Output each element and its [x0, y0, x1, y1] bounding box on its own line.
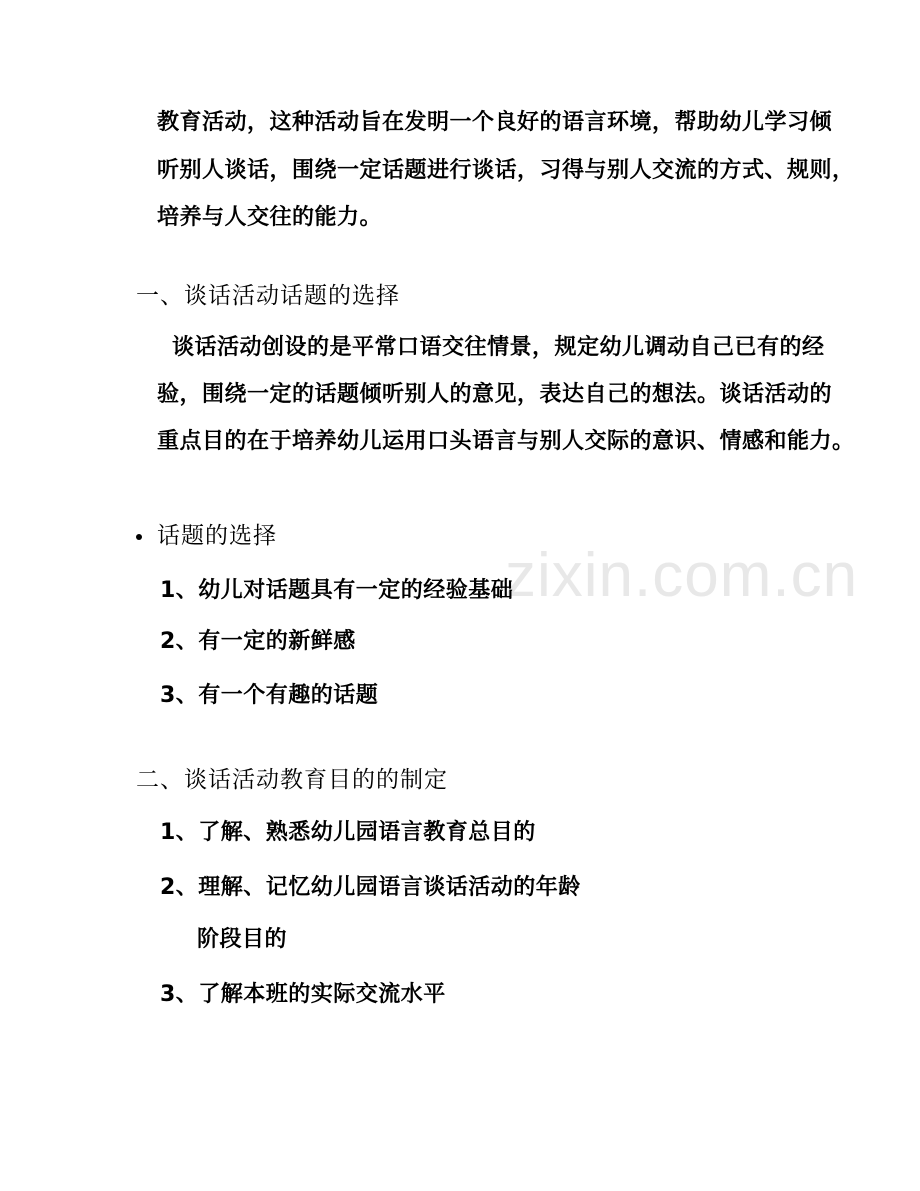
topic-item-3: 3、有一个有趣的话题 — [160, 683, 379, 708]
intro-line-1: 教育活动，这种活动旨在发明一个良好的语言环境，帮助幼儿学习倾 — [157, 110, 833, 135]
topic-item-1: 1、幼儿对话题具有一定的经验基础 — [160, 578, 514, 603]
section-2-item-2: 2、理解、记忆幼儿园语言谈话活动的年龄 — [160, 875, 581, 900]
intro-line-2: 听别人谈话，围绕一定话题进行谈话，习得与别人交流的方式、规则， — [157, 158, 855, 183]
bullet-icon — [136, 534, 142, 540]
topic-list-title: 话题的选择 — [157, 523, 277, 549]
intro-line-3: 培养与人交往的能力。 — [157, 205, 383, 230]
section-1-paragraph-line-2: 验，围绕一定的话题倾听别人的意见，表达自己的想法。谈话活动的 — [157, 382, 833, 407]
section-2-item-3: 3、了解本班的实际交流水平 — [160, 982, 446, 1007]
section-2-heading: 二、谈话活动教育目的的制定 — [136, 767, 448, 793]
section-2-item-2-continuation: 阶段目的 — [197, 927, 288, 952]
section-1-paragraph-line-1: 谈话活动创设的是平常口语交往情景，规定幼儿调动自己已有的经 — [172, 335, 825, 360]
section-2-item-1: 1、了解、熟悉幼儿园语言教育总目的 — [160, 820, 536, 845]
watermark: zixin.com.cn — [505, 541, 859, 610]
topic-item-2: 2、有一定的新鲜感 — [160, 629, 356, 654]
section-1-heading: 一、谈话活动话题的选择 — [136, 283, 400, 309]
section-1-paragraph-line-3: 重点目的在于培养幼儿运用口头语言与别人交际的意识、情感和能力。 — [157, 429, 855, 454]
